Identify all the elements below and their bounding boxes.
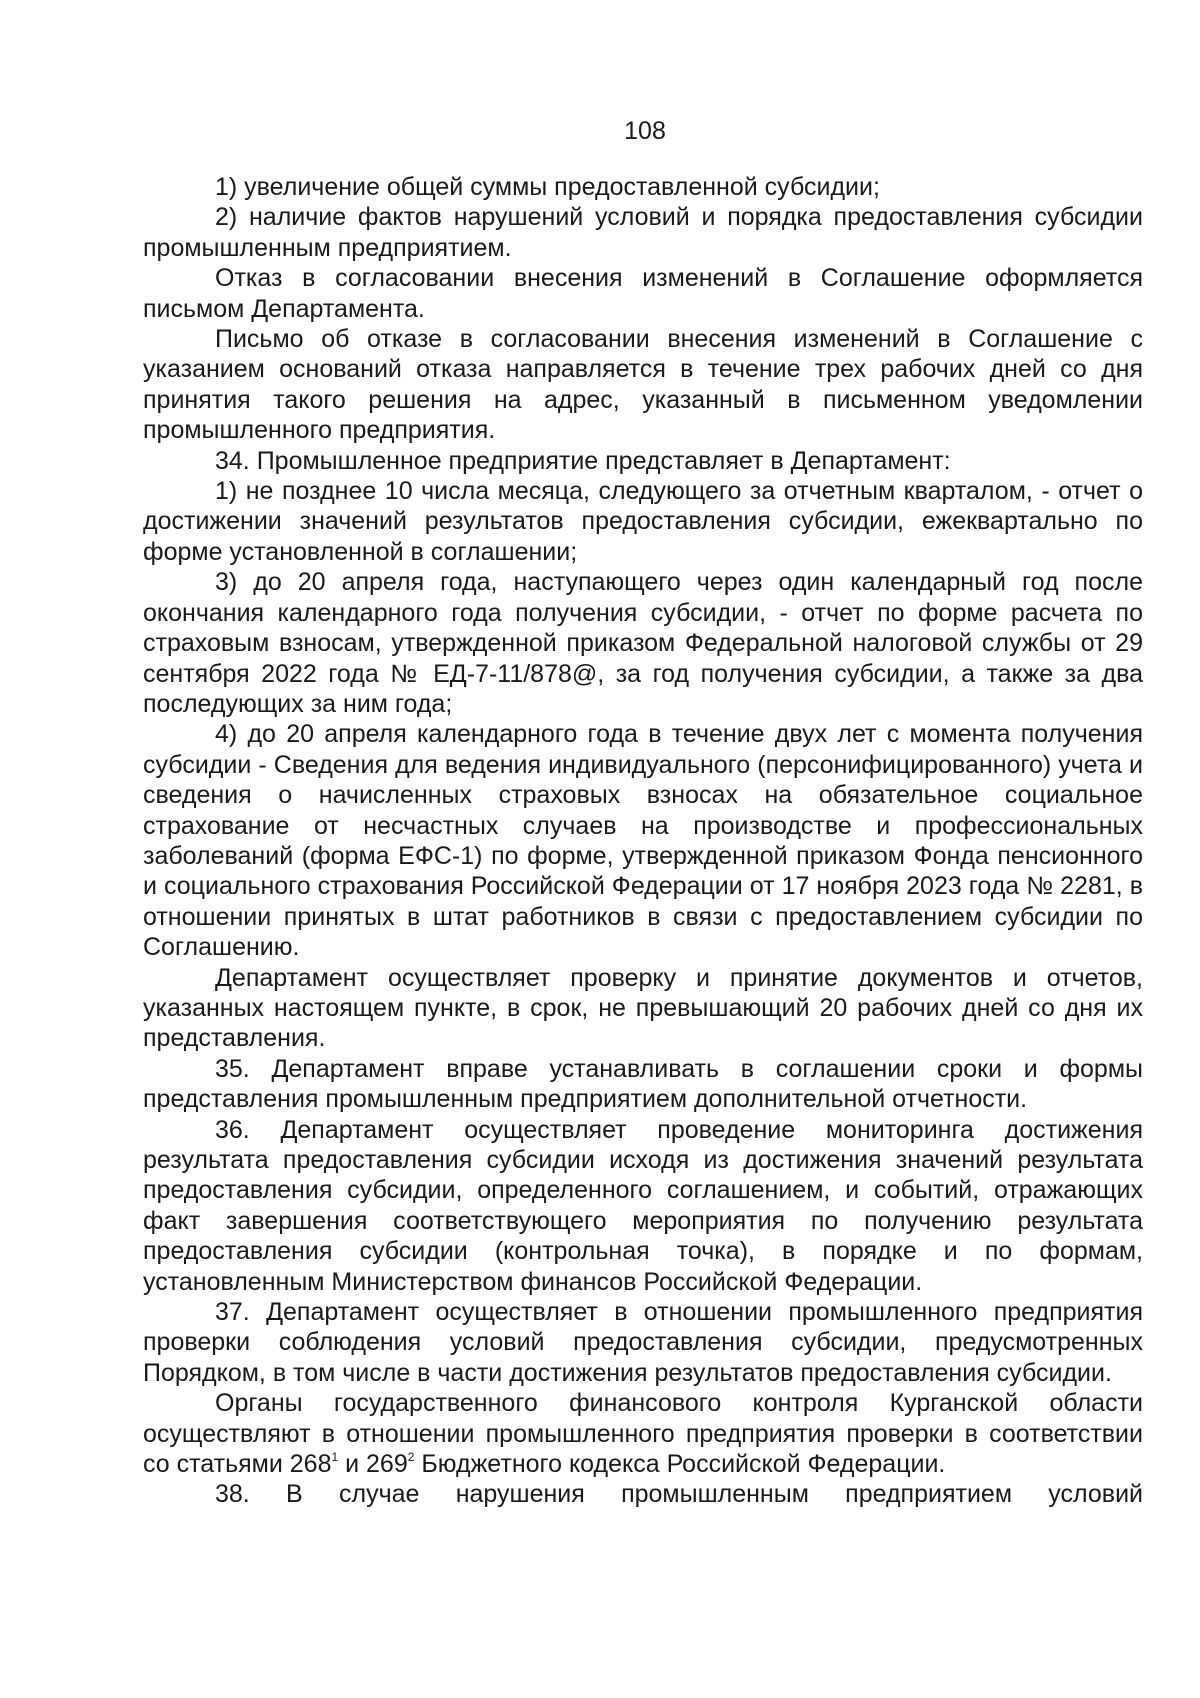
page-number: 108 (624, 117, 666, 145)
paragraph: 3) до 20 апреля года, наступающего через один календарный год после окончания календарного года получения субсидии, - отчет по форме расчета по страховым взносам, утвержденной приказом Федеральной налоговой службы от 29 сентября 2022 года № ЕД-7-11/878@, за год получения субсидии, а также за два последующих за ним года; (143, 568, 1143, 718)
document-body (143, 172, 1143, 1510)
paragraph: 35. Департамент вправе устанавливать в соглашении сроки и формы представления промышленным предприятием дополнительной отчетности. (143, 1054, 1143, 1114)
paragraph: Письмо об отказе в согласовании внесения изменений в Соглашение с указанием оснований отказа направляется в течение трех рабочих дней со дня принятия такого решения на адрес, указанный в письменном уведомлении промышленного предприятия. (143, 325, 1143, 445)
superscript: 1 (331, 1450, 339, 1465)
text-segment: Органы государственного финансового контроля Курганской области осуществляют в отношении промышленного предприятия проверки в соответствии со статьями 268 (143, 1389, 1143, 1479)
paragraph: 2) наличие фактов нарушений условий и порядка предоставления субсидии промышленным предприятием. (143, 203, 1143, 262)
paragraph: Департамент осуществляет проверку и принятие документов и отчетов, указанных настоящем пункте, в срок, не превышающий 20 рабочих дней со дня их представления. (143, 963, 1143, 1053)
paragraph: 1) увеличение общей суммы предоставленной субсидии; (215, 173, 880, 201)
paragraph: 1) не позднее 10 числа месяца, следующего за отчетным кварталом, - отчет о достижении значений результатов предоставления субсидии, ежеквартально по форме установленной в соглашении; (143, 477, 1143, 566)
text-segment: и 269 (338, 1450, 408, 1479)
paragraph: 36. Департамент осуществляет проведение мониторинга достижения результата предоставления субсидии исходя из достижения значений результата предоставления субсидии, определенного соглашением, и событий, отражающих факт завершения соответствующего мероприятия по получению результата предоставления субсидии (контрольная точка), в порядке и по формам, установленным Министерством финансов Российской Федерации. (143, 1115, 1143, 1296)
paragraph-control (143, 1388, 1143, 1479)
paragraph: 37. Департамент осуществляет в отношении промышленного предприятия проверки соблюдения условий предоставления субсидии, предусмотренных Порядком, в том числе в части достижения результатов предоставления субсидии. (143, 1298, 1143, 1387)
text-segment: Бюджетного кодекса Российской Федерации. (414, 1450, 946, 1479)
paragraph: Отказ в согласовании внесения изменений в Соглашение оформляется письмом Департамента. (143, 264, 1143, 323)
paragraph-continued: 38. В случае нарушения промышленным предприятием условий (215, 1480, 1143, 1509)
paragraph: 4) до 20 апреля календарного года в течение двух лет с момента получения субсидии - Сведения для ведения индивидуального (персонифицированного) учета и сведения о начисленных страховых взносах на обязательное социальное страхование от несчастных случаев на производстве и профессиональных заболеваний (форма ЕФС-1) по форме, утвержденной приказом Фонда пенсионного и социального страхования Российской Федерации от 17 ноября 2023 года № 2281, в отношении принятых в штат работников в связи с предоставлением субсидии по Соглашению. (143, 720, 1143, 962)
paragraph: 34. Промышленное предприятие представляет в Департамент: (215, 446, 951, 475)
superscript: 2 (407, 1450, 415, 1465)
